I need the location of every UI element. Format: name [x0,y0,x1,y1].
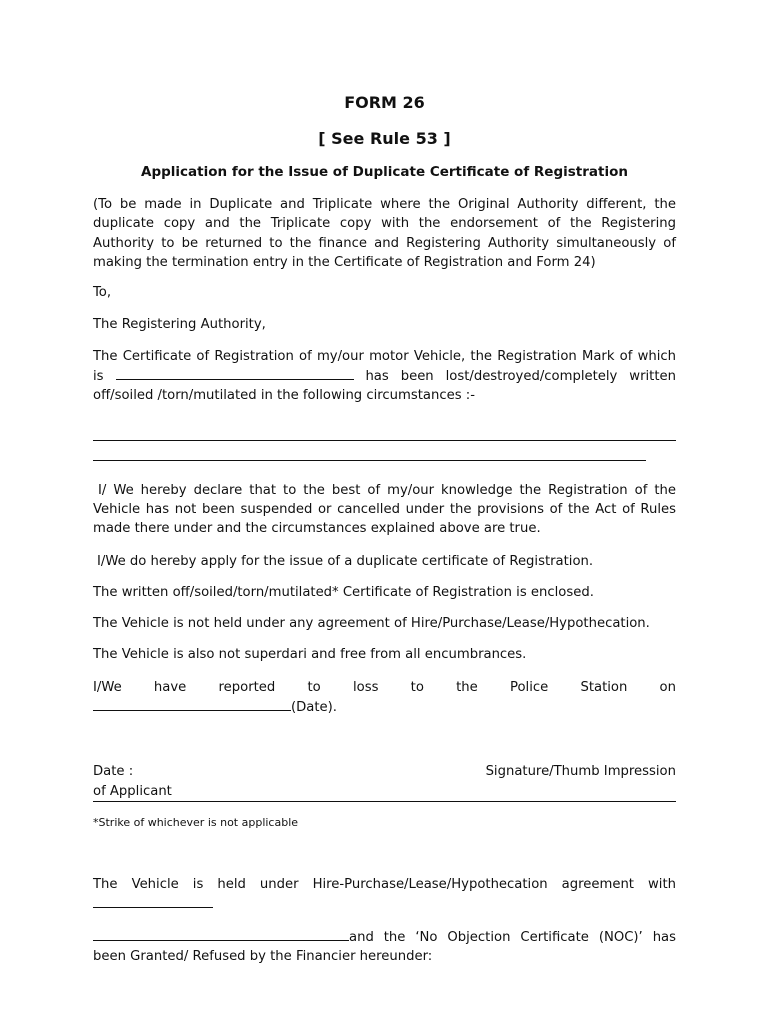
circumstances-line-2[interactable] [93,460,646,461]
salutation-to: To, [93,285,112,301]
police-date-blank[interactable] [93,697,291,711]
declaration-paragraph: I/ We hereby declare that to the best of my/our knowledge the Registration of the Vehicle has not been suspended or cancelled under the provisions of the Act of Rules made there under and the circumstances explained above are true. [93,482,676,537]
enclosed-paragraph: The written off/soiled/torn/mutilated* Certificate of Registration is enclosed. [93,584,594,600]
held-under-paragraph: The Vehicle is held under Hire-Purchase/Lease/Hypothecation agreement with [93,876,676,892]
certificate-paragraph [93,347,676,406]
signature-label: Signature/Thumb Impression [485,764,676,780]
registration-mark-blank[interactable] [116,366,354,380]
footnote: *Strike of whichever is not applicable [93,815,299,829]
circumstances-line-1[interactable] [93,440,676,441]
form-title: FORM 26 [344,93,425,112]
form-document [93,92,676,966]
apply-paragraph: I/We do hereby apply for the issue of a duplicate certificate of Registration. [97,553,594,569]
applicant-label: of Applicant [93,782,676,802]
noc-financier-blank[interactable] [93,927,349,941]
financier-blank-line [93,894,676,914]
police-date-line [93,697,676,717]
form-heading: Application for the Issue of Duplicate Certificate of Registration [141,164,628,180]
date-label: Date : [93,764,134,780]
form-rule-reference: [ See Rule 53 ] [318,129,451,148]
police-report-paragraph: I/We have reported to loss to the Police Station on [93,679,676,695]
certificate-status: has been lost/destroyed/completely written off/soiled /torn/mutilated in the following circumstances :- [93,369,676,404]
instructions-paragraph: (To be made in Duplicate and Triplicate where the Original Authority different, the duplicate copy and the Triplicate copy with the endorsement of the Registering Authority to be returned to the finance and Registering Authority simultaneously of making the termination entry in the Certificate of Registration and Form 24) [93,197,676,270]
noc-text: and the ‘No Objection Certificate (NOC)’ has been Granted/ Refused by the Financier hereunder: [93,929,676,964]
financier-name-blank[interactable] [93,894,213,908]
signature-row [93,762,676,781]
certificate-intro: The Certificate of Registration of my/our motor Vehicle, the Registration Mark of which is [93,348,676,385]
addressee: The Registering Authority, [93,317,266,333]
noc-paragraph [93,927,676,967]
not-held-paragraph: The Vehicle is not held under any agreement of Hire/Purchase/Lease/Hypothecation. [93,616,650,632]
not-superdari-paragraph: The Vehicle is also not superdari and free from all encumbrances. [93,647,527,663]
date-suffix: (Date). [291,700,338,716]
